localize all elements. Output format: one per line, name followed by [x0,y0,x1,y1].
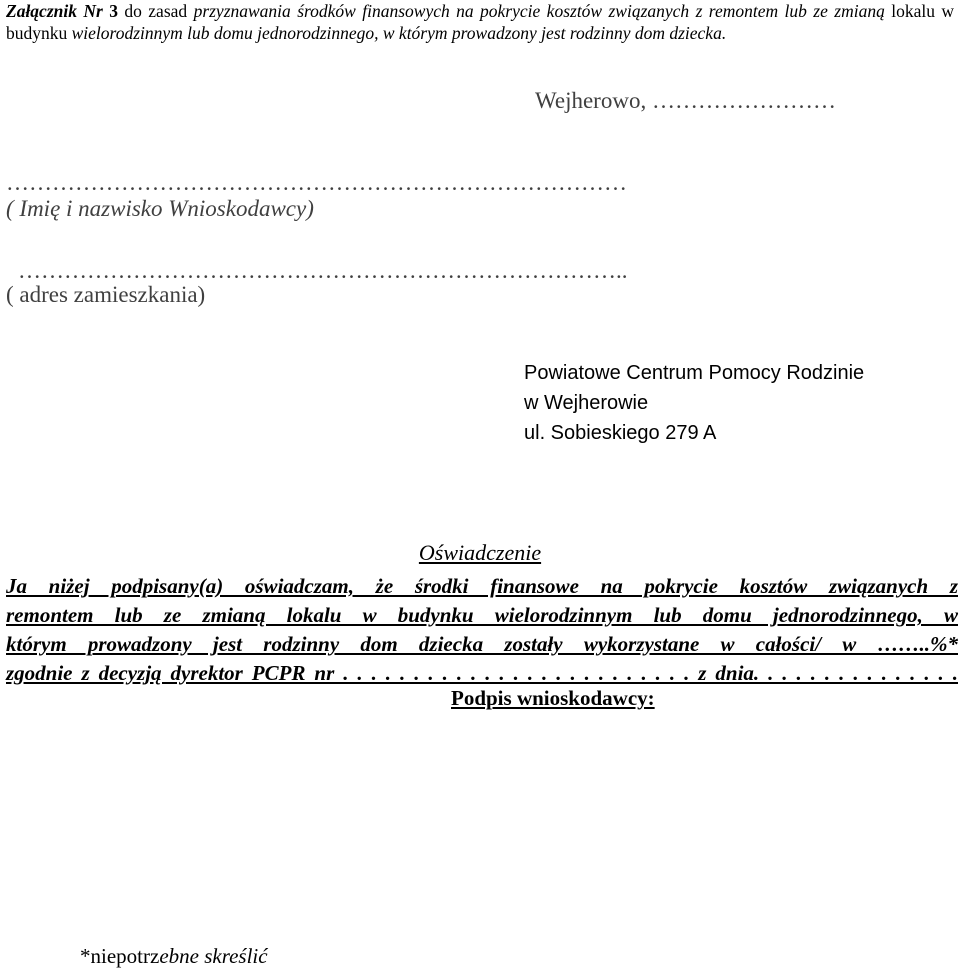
statement-line-4: zgodnie z decyzją dyrektor PCPR nr . . . . . . . . . . . . . . . . . . . . . . . . . z dnia. . . . . . . . . . . . . . . [6,661,958,685]
recipient-line-3: ul. Sobieskiego 279 A [524,422,717,444]
date-dots: …………………… [651,88,836,113]
annex-number: 3 [109,1,118,21]
statement-line-2: remontem lub ze zmianą lokalu w budynku wielorodzinnym lub domu jednorodzinnego, w [6,603,958,627]
annex-label: Załącznik Nr [6,1,103,21]
footnote-part-2: ebne skreślić [159,944,268,968]
statement-line-1: Ja niżej podpisany(a) oświadczam, że środki finansowe na pokrycie kosztów związanych z [6,574,958,598]
annex-text-2: przyznawania środków finansowych na pokrycie kosztów związanych z remontem lub ze zmianą [193,1,885,21]
annex-text-1: do zasad [124,1,188,21]
city: Wejherowo, [535,88,647,113]
applicant-name-dots: ……………………………………………………………………… [6,170,627,195]
applicant-address-label: ( adres zamieszkania) [6,282,206,307]
place-date-line [535,88,836,114]
annex-text-3: lokalu w budynku [6,1,955,43]
signature-label: Podpis wnioskodawcy: [451,686,655,710]
statement-body [6,572,958,688]
footnote [80,944,268,969]
applicant-address-dots: …………………………………………………………………….. [18,258,628,283]
annex-text-4: wielorodzinnym lub domu jednorodzinnego, w którym prowadzony jest rodzinny dom dziecka. [71,23,727,43]
annex-header [6,0,954,44]
applicant-name-label: ( Imię i nazwisko Wnioskodawcy) [6,196,314,221]
footnote-part-1: *niepotrz [80,944,160,968]
statement-line-3: którym prowadzony jest rodzinny dom dziecka zostały wykorzystane w całości/ w ……..%* [6,632,958,656]
recipient-line-2: w Wejherowie [524,392,649,414]
recipient-address [524,358,864,448]
recipient-line-1: Powiatowe Centrum Pomocy Rodzinie [524,362,865,384]
statement-title: Oświadczenie [418,540,542,565]
